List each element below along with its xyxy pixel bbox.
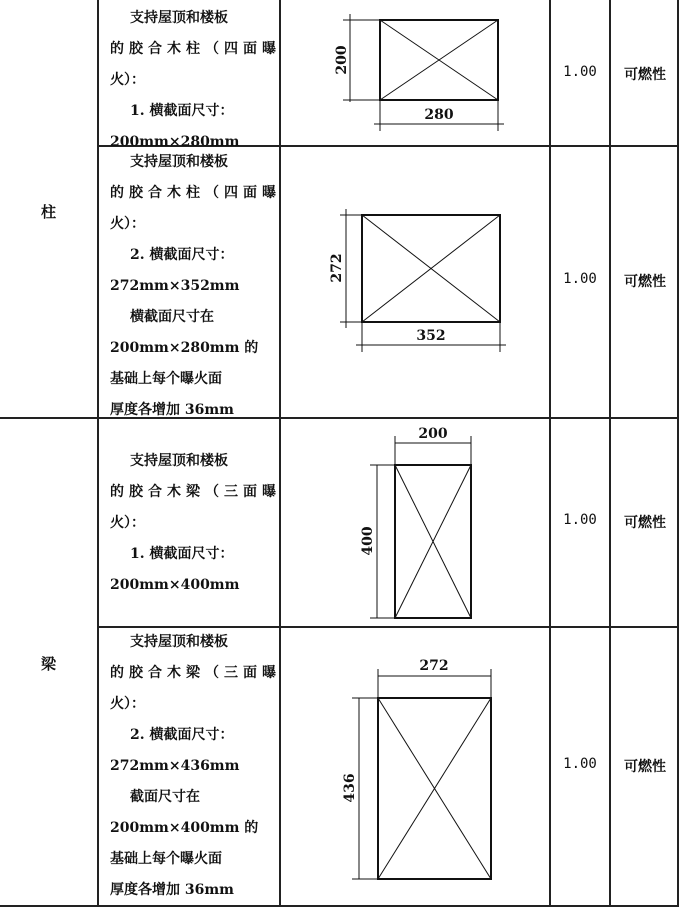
width-label: 272 [419, 658, 449, 674]
desc-line: 200mm×400mm 的 [110, 820, 259, 836]
desc-line: 横截面尺寸在 [130, 309, 214, 325]
value-cell: 1.00 [563, 756, 597, 772]
desc-line: 的胶合木梁（三面曝 [110, 484, 276, 500]
desc-line: 2. 横截面尺寸： [130, 727, 234, 743]
desc-line: 基础上每个曝火面 [110, 851, 222, 867]
category-column: 柱 [40, 203, 56, 221]
desc-line: 1. 横截面尺寸： [130, 546, 234, 562]
desc-line: 的胶合木柱（四面曝 [110, 185, 276, 201]
value-cell: 1.00 [563, 64, 597, 80]
desc-line: 2. 横截面尺寸： [130, 247, 234, 263]
width-label: 280 [424, 107, 454, 123]
desc-line: 火）： [110, 515, 145, 531]
desc-line: 截面尺寸在 [130, 789, 200, 805]
value-cell: 1.00 [563, 512, 597, 528]
property-cell: 可燃性 [624, 274, 666, 290]
desc-line: 厚度各增加 36mm [110, 882, 234, 898]
desc-line: 基础上每个曝火面 [110, 371, 222, 387]
desc-line: 200mm×280mm [110, 134, 240, 150]
width-label: 352 [416, 328, 446, 344]
cross-section-diagram-column-1 [334, 14, 504, 131]
desc-line: 支持屋顶和楼板 [130, 453, 228, 469]
property-cell: 可燃性 [624, 67, 666, 83]
desc-line: 272mm×436mm [110, 758, 240, 774]
height-label: 400 [360, 526, 376, 556]
desc-line: 的胶合木柱（四面曝 [110, 41, 276, 57]
desc-line: 支持屋顶和楼板 [130, 634, 228, 650]
width-label: 200 [418, 426, 448, 442]
category-beam: 梁 [40, 655, 56, 673]
property-cell: 可燃性 [624, 759, 666, 775]
desc-line: 厚度各增加 36mm [110, 402, 234, 418]
cross-section-diagram-beam-1 [360, 426, 471, 618]
desc-line: 272mm×352mm [110, 278, 240, 294]
desc-line: 支持屋顶和楼板 [130, 10, 228, 26]
cross-section-diagram-beam-2 [342, 658, 491, 879]
height-label: 200 [334, 45, 350, 75]
desc-line: 火）： [110, 216, 145, 232]
desc-line: 支持屋顶和楼板 [130, 154, 228, 170]
desc-line: 1. 横截面尺寸： [130, 103, 234, 119]
cross-section-diagram-column-2 [329, 209, 506, 352]
desc-line: 200mm×400mm [110, 577, 240, 593]
height-label: 272 [329, 253, 345, 283]
desc-line: 火）： [110, 696, 145, 712]
property-cell: 可燃性 [624, 515, 666, 531]
desc-line: 200mm×280mm 的 [110, 340, 259, 356]
height-label: 436 [342, 773, 358, 803]
value-cell: 1.00 [563, 271, 597, 287]
desc-line: 的胶合木梁（三面曝 [110, 665, 276, 681]
desc-line: 火）： [110, 72, 145, 88]
